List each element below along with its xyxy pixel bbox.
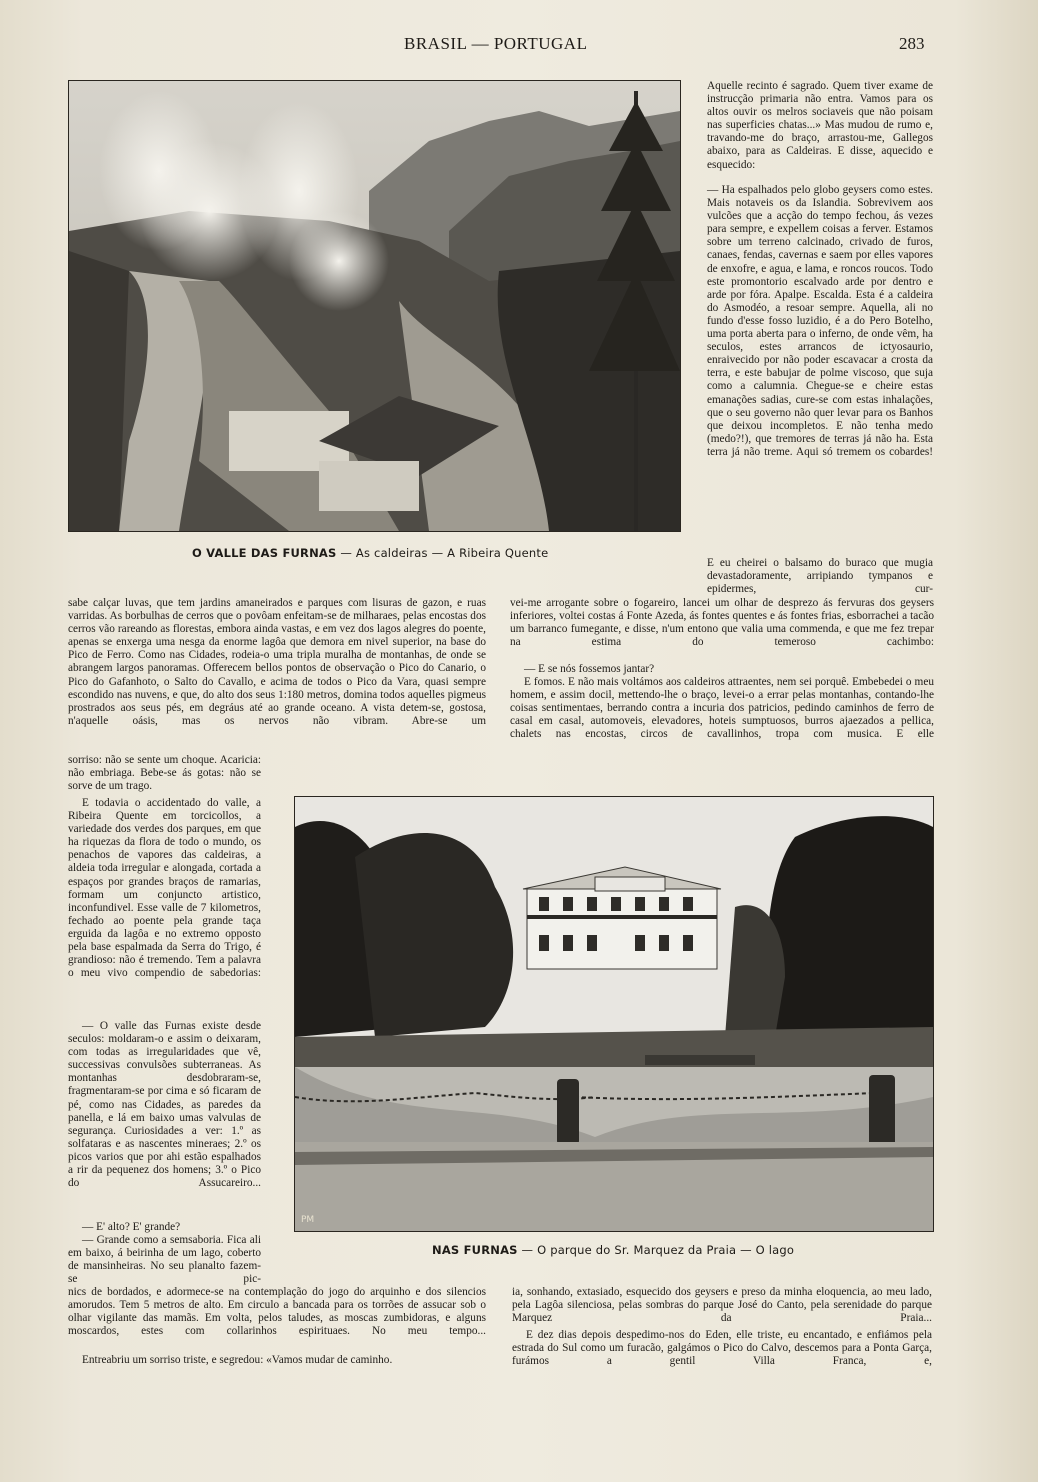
caption-bottom-figure [432, 1243, 794, 1257]
text-left-bottom-2: Entreabriu um sorriso triste, e segredou: «Vamos mudar de caminho. [82, 1354, 393, 1366]
photo-valle-das-furnas [68, 80, 681, 532]
text-mid-wide: vei-me arrogante sobre o fogareiro, lancei um olhar de desprezo ás fervuras dos geysers inferiores, voltei costas á Fonte Azeda, ás fontes quentes e ás fontes frias, esborrachei a tacão um barranco fumegante, e disse, n'um entono que valia uma commenda, e que me fez trepar na estima do temeroso cachimbo: [510, 597, 934, 649]
text-left-col-p1b: sorriso: não se sente um choque. Acaricia: não embriaga. Bebe-se ás gotas: não se sorve de um trago. [68, 754, 261, 793]
caption-top-figure [192, 546, 548, 560]
manor-lake-illustration [295, 797, 933, 1231]
caption-top-bold: O VALLE DAS FURNAS [192, 546, 337, 560]
running-title: BRASIL — PORTUGAL [404, 34, 588, 53]
text-left-col-p1: sabe calçar luvas, que tem jardins amaneirados e parques com lisuras de gazon, e ruas varridas. As borbulhas de cerros que o povôam enfeitam-se de milharaes, pelas encostas dos cerros vão rareando as florestas, embora ainda vastas, e em vez dos lagos alegres do poente, apenas se enxerga uma nesga da enorme lagôa que demora em nivel superior, na base do Pico de Ferro. Como nas Cidades, rodeia-o uma tripla muralha de montanhas, de onde se abrangem largos panoramas. Offerecem bellos pontos de observação o Pico do Canario, o Pico do Gafanhoto, o Salto do Cavallo, e acima de todos o Pico da Vara, quasi sempre escondido nas nuvens, e que, do alto dos seus 1:180 metros, domina todos aquelles pigmeus prostrados aos seus pés, em degráus até ao grande oceano. A vista detem-se, gostosa, n'aquelle oásis, mas os nervos não vibram. Abre-se um [68, 597, 486, 727]
text-left-col-p5: — Grande como a semsaboria. Fica ali em baixo, á beirinha de um lago, coberto de mansinheiras. No seu planalto fazem-se pic- [68, 1234, 261, 1286]
text-right-bottom-2: E dez dias depois despedimo-nos do Eden, elle triste, eu encantado, e enfiámos pela estrada do Sul como um furacão, galgámos o Pico do Calvo, descemos para a Ponta Garça, furámos a gentil Villa Franca, e, [512, 1329, 932, 1368]
caption-bottom-rest: — O parque do Sr. Marquez da Praia — O lago [517, 1243, 795, 1257]
text-left-col-p3: — O valle das Furnas existe desde seculos: moldaram-o e assim o deixaram, com todas as irregularidades que vê, successivas convulsões subterraneas. As montanhas desdobraram-se, fragmentaram-se por cima e só ficaram de pé, como nas Cidades, as paredes da panella, e lá em baixo umas valvulas de segurança. Curiosidades a ver: 1.º as solfataras e as nascentes mineraes; 2.º os picos varios que por ahi estão espalhados a rir da pequenez dos homens; 3.º o Pico do Assucareiro... [68, 1020, 261, 1190]
caption-bottom-bold: NAS FURNAS [432, 1243, 518, 1257]
text-mid-wide-3: E fomos. E não mais voltámos aos caldeiros attraentes, nem sei porquê. Embebedei o meu homem, e assim docil, mettendo-lhe o braço, levei-o a errar pelas montanhas, contando-lhe coisas sentimentaes, berrando contra a incuria dos patricios, pedindo caminhos de ferro de casal em casal, automoveis, elevadores, hoteis sumptuosos, burros ajaezados a pellica, chalets nas encostas, circos de cavallinhos, tropa com musica. E elle [510, 676, 934, 741]
text-left-bottom: nics de bordados, e adormece-se na contemplação do jogo do arquinho e dos silencios amorudos. Tem 5 metros de alto. Em circulo a bancada para os torrões de assucar sob o olhar vigilante das mamãs. Em volta, pelos taludes, as moscas zumbidoras, e alguns moscardos, estes com collarinhos espirituaes. No meu tempo... [68, 1286, 486, 1338]
photo-nas-furnas [294, 796, 934, 1232]
photographer-signature: PM [301, 1215, 315, 1225]
text-mid-wide-2: — E se nós fossemos jantar? [524, 663, 655, 675]
caption-top-rest: — As caldeiras — A Ribeira Quente [336, 546, 549, 560]
text-right-col-top: Aquelle recinto é sagrado. Quem tiver exame de instrucção primaria não entra. Vamos para os altos ouvir os melros sociaveis que não poisam nas superficies chatas...» Mas mudou de rumo e, travando-me do braço, arrastou-me, Gallegos abaixo, para as Caldeiras. E disse, aquecido e esquecido: [707, 80, 933, 171]
text-right-col-p3: E eu cheirei o balsamo do buraco que mugia devastadoramente, arripiando tympanos e epidermes, cur- [707, 557, 933, 596]
text-right-col-p2: — Ha espalhados pelo globo geysers como estes. Mais notaveis os da Islandia. Sobrevivem aos vulcões que a acção do tempo fechou, ás vezes para sempre, e expellem coisas a ferver. Estamos sobre um terreno calcinado, crivado de furos, canaes, fendas, cavernas e saem por elles vapores de enxofre, e agua, e lama, e roncos roucos. Todo este promontorio escalvado arde por dentro e arde por fóra. Apalpe. Escalda. Esta é a caldeira do Asmodéo, a resoar sempre. Aquella, ali no fundo d'esse fosso luzidio, é a do Pero Botelho, uma porta aberta para o inferno, de onde vêm, ha seculos, estes arrancos de ictyosaurio, enraivecido por não poder escavacar a crosta da terra, e este babujar de polme viscoso, que suja como a calumnia. Chegue-se e cheire estas emanações sadias, cure-se com estas inhalações, que o seu governo não quer levar para os Banhos que deixou incompletos. E não tenha medo (medo?!), que tremores de terras já não ha. Esta terra já não treme. Aqui só tremem os cobardes! [707, 184, 933, 458]
page-header [0, 34, 1038, 58]
text-left-col-p4: — E' alto? E' grande? [82, 1221, 181, 1233]
text-right-bottom: ia, sonhando, extasiado, esquecido dos geysers e preso da minha eloquencia, ao meu lado, pela Lagôa silenciosa, pelas sombras do parque José do Canto, pela serenidade do parque Marquez da Praia... [512, 1286, 932, 1325]
page-number: 283 [899, 34, 925, 53]
text-left-col-p2: E todavia o accidentado do valle, a Ribeira Quente em torcicollos, a variedade dos verdes dos parques, em que ha riquezas da flora de todo o mundo, os penachos de vapores das caldeiras, a aldeia toda irregular e alongada, cortada a espaços por grandes braços de ramarias, formam um conjuncto artistico, inconfundivel. Esse valle de 7 kilometros, fechado ao poente pela grande taça erguida da lagôa e no extremo opposto pela base espalmada da Serra do Trigo, é grandioso: não é tremendo. Tem a palavra o meu vivo compendio de sabedorias: [68, 797, 261, 980]
valley-steam-illustration [69, 81, 680, 531]
